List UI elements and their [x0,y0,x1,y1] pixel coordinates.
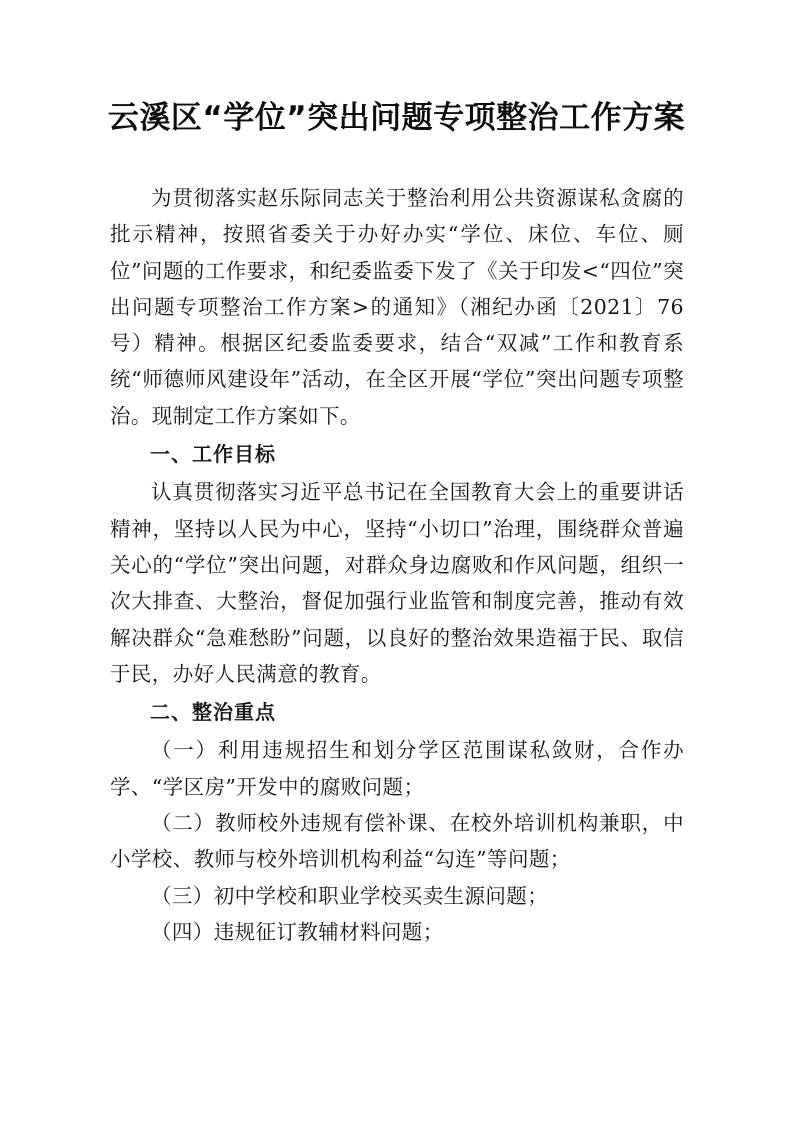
focus-item-3: （三）初中学校和职业学校买卖生源问题； [151,883,549,908]
focus-item-4: （四）违规征订教辅材料问题； [151,919,444,944]
intro-paragraph: 为贯彻落实赵乐际同志关于整治利用公共资源谋私贪腐的批示精神，按照省委关于办好办实“学位、床位、车位、厕位”问题的工作要求，和纪委监委下发了《关于印发<“四位”突出问题专项整治工作方案>的通知》（湘纪办函〔2021〕76号）精神。根据区纪委监委要求，结合“双减”工作和教育系统“师德师风建设年”活动，在全区开展“学位”突出问题专项整治。现制定工作方案如下。 [110,186,684,428]
goals-paragraph: 认真贯彻落实习近平总书记在全国教育大会上的重要讲话精神，坚持以人民为中心，坚持“小切口”治理，围绕群众普遍关心的“学位”突出问题，对群众身边腐败和作风问题，组织一次大排查、大整治，督促加强行业监管和制度完善，推动有效解决群众“急难愁盼”问题，以良好的整治效果造福于民、取信于民，办好人民满意的教育。 [110,480,684,686]
section-heading-goals: 一、工作目标 [150,442,276,467]
focus-item-2: （二）教师校外违规有偿补课、在校外培训机构兼职，中小学校、教师与校外培训机构利益“勾连”等问题； [110,811,684,872]
document-body [110,180,684,950]
focus-item-1: （一）利用违规招生和划分学区范围谋私敛财，合作办学、“学区房”开发中的腐败问题； [110,738,684,799]
section-heading-focus: 二、整治重点 [150,700,276,725]
document-title: 云溪区“学位”突出问题专项整治工作方案 [107,100,686,136]
